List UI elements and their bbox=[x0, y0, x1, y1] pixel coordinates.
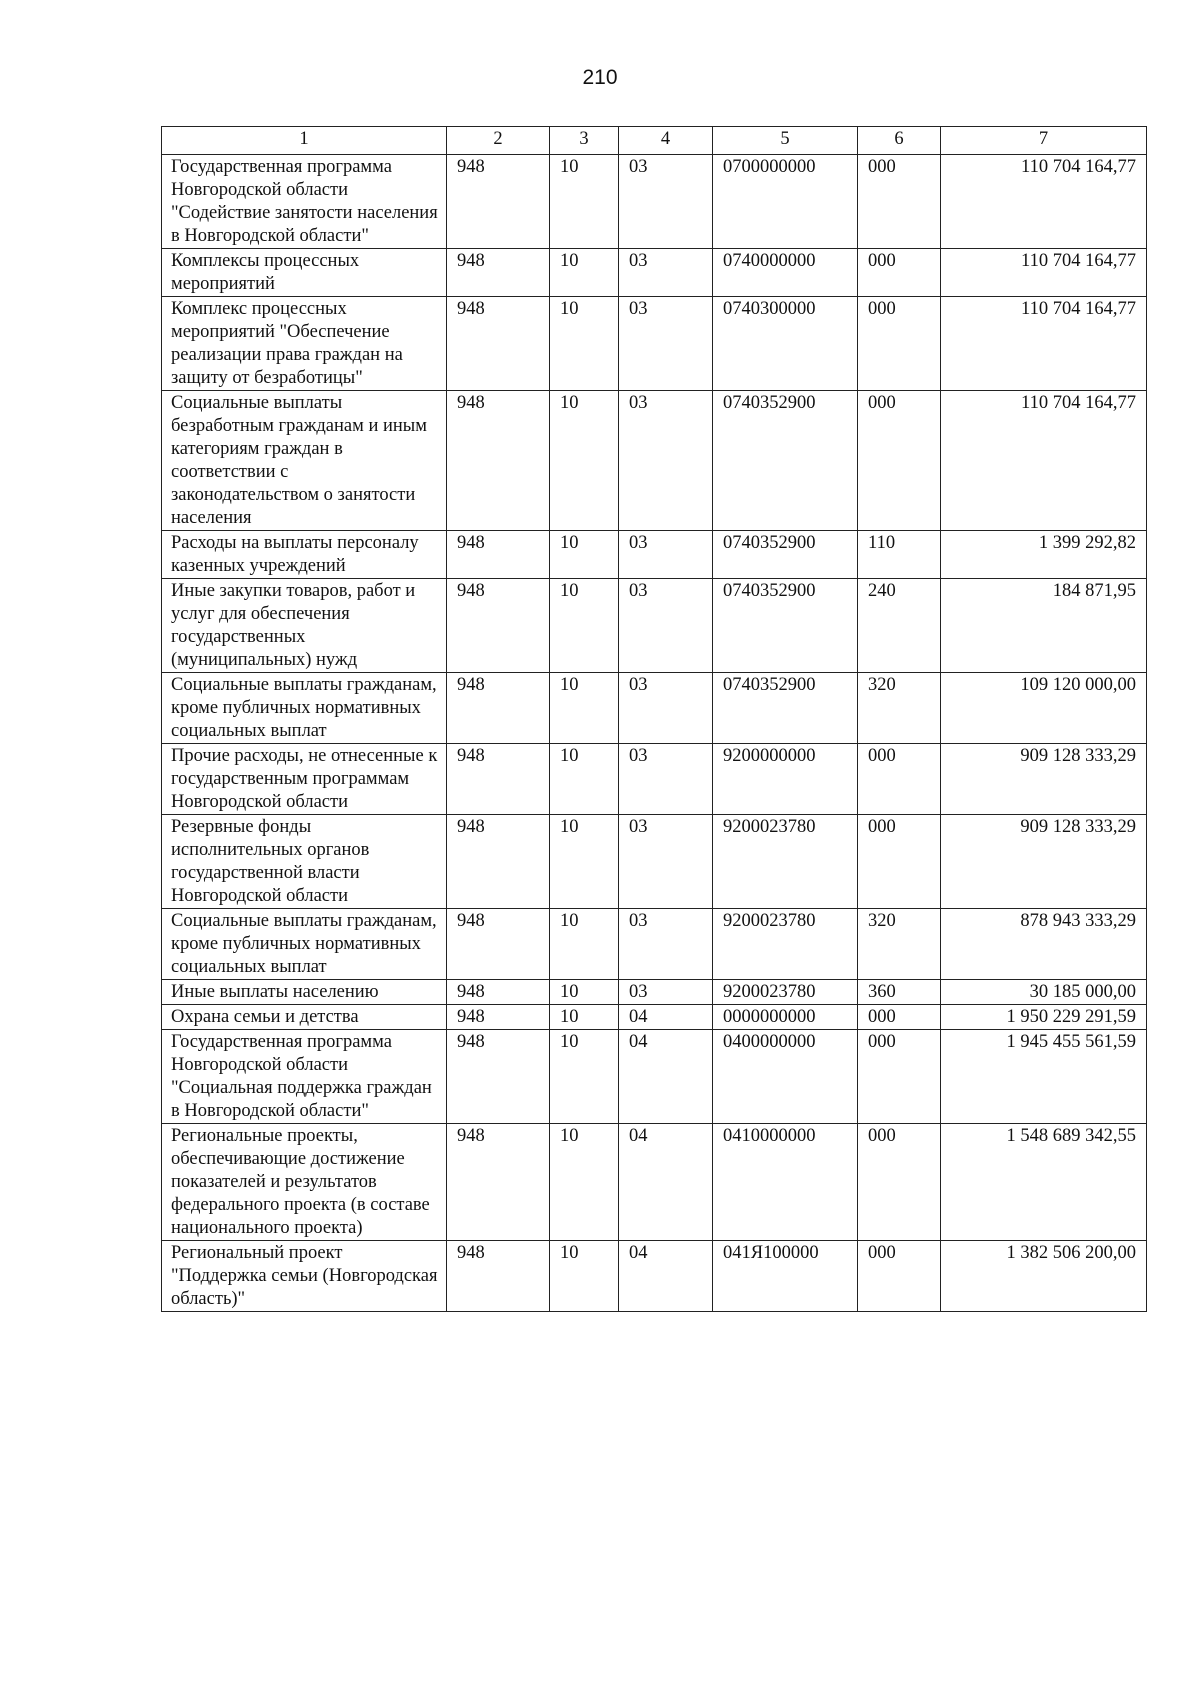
expense-type-cell: 000 bbox=[858, 1005, 941, 1030]
table-row bbox=[162, 1241, 1147, 1312]
ministry-code-cell: 948 bbox=[447, 391, 550, 531]
row-name-cell: Социальные выплаты гражданам, кроме публичных нормативных социальных выплат bbox=[162, 673, 447, 744]
table-row bbox=[162, 391, 1147, 531]
table-row bbox=[162, 815, 1147, 909]
row-name-cell: Расходы на выплаты персоналу казенных учреждений bbox=[162, 531, 447, 579]
subsection-code-cell: 03 bbox=[619, 297, 713, 391]
amount-cell: 184 871,95 bbox=[941, 579, 1147, 673]
expense-type-cell: 360 bbox=[858, 980, 941, 1005]
row-name-cell: Комплекс процессных мероприятий "Обеспечение реализации права граждан на защиту от безработицы" bbox=[162, 297, 447, 391]
ministry-code-cell: 948 bbox=[447, 815, 550, 909]
table-row bbox=[162, 531, 1147, 579]
ministry-code-cell: 948 bbox=[447, 1241, 550, 1312]
subsection-code-cell: 03 bbox=[619, 815, 713, 909]
table-row bbox=[162, 980, 1147, 1005]
table-row bbox=[162, 297, 1147, 391]
section-code-cell: 10 bbox=[550, 579, 619, 673]
ministry-code-cell: 948 bbox=[447, 1005, 550, 1030]
subsection-code-cell: 03 bbox=[619, 673, 713, 744]
table-header bbox=[162, 127, 1147, 155]
subsection-code-cell: 03 bbox=[619, 155, 713, 249]
row-name-cell: Прочие расходы, не отнесенные к государственным программам Новгородской области bbox=[162, 744, 447, 815]
row-name-cell: Охрана семьи и детства bbox=[162, 1005, 447, 1030]
column-header-7: 7 bbox=[941, 127, 1147, 155]
row-name-cell: Государственная программа Новгородской области "Социальная поддержка граждан в Новгородской области" bbox=[162, 1030, 447, 1124]
amount-cell: 110 704 164,77 bbox=[941, 249, 1147, 297]
target-article-cell: 0740000000 bbox=[713, 249, 858, 297]
expense-type-cell: 320 bbox=[858, 909, 941, 980]
budget-table bbox=[161, 126, 1147, 1312]
section-code-cell: 10 bbox=[550, 1241, 619, 1312]
ministry-code-cell: 948 bbox=[447, 744, 550, 815]
expense-type-cell: 000 bbox=[858, 815, 941, 909]
section-code-cell: 10 bbox=[550, 1030, 619, 1124]
expense-type-cell: 000 bbox=[858, 1241, 941, 1312]
column-header-2: 2 bbox=[447, 127, 550, 155]
ministry-code-cell: 948 bbox=[447, 1124, 550, 1241]
subsection-code-cell: 03 bbox=[619, 531, 713, 579]
page-number: 210 bbox=[582, 66, 618, 89]
expense-type-cell: 000 bbox=[858, 744, 941, 815]
ministry-code-cell: 948 bbox=[447, 155, 550, 249]
target-article-cell: 0740352900 bbox=[713, 673, 858, 744]
target-article-cell: 0740352900 bbox=[713, 391, 858, 531]
row-name-cell: Региональный проект "Поддержка семьи (Новгородская область)" bbox=[162, 1241, 447, 1312]
amount-cell: 110 704 164,77 bbox=[941, 391, 1147, 531]
section-code-cell: 10 bbox=[550, 909, 619, 980]
ministry-code-cell: 948 bbox=[447, 249, 550, 297]
table-row bbox=[162, 579, 1147, 673]
target-article-cell: 0410000000 bbox=[713, 1124, 858, 1241]
column-header-3: 3 bbox=[550, 127, 619, 155]
amount-cell: 1 950 229 291,59 bbox=[941, 1005, 1147, 1030]
amount-cell: 1 548 689 342,55 bbox=[941, 1124, 1147, 1241]
section-code-cell: 10 bbox=[550, 297, 619, 391]
amount-cell: 110 704 164,77 bbox=[941, 297, 1147, 391]
row-name-cell: Иные закупки товаров, работ и услуг для обеспечения государственных (муниципальных) нужд bbox=[162, 579, 447, 673]
column-header-6: 6 bbox=[858, 127, 941, 155]
amount-cell: 1 945 455 561,59 bbox=[941, 1030, 1147, 1124]
row-name-cell: Иные выплаты населению bbox=[162, 980, 447, 1005]
section-code-cell: 10 bbox=[550, 673, 619, 744]
expense-type-cell: 110 bbox=[858, 531, 941, 579]
expense-type-cell: 000 bbox=[858, 155, 941, 249]
table-row bbox=[162, 1030, 1147, 1124]
row-name-cell: Государственная программа Новгородской области "Содействие занятости населения в Новгородской области" bbox=[162, 155, 447, 249]
target-article-cell: 041Я100000 bbox=[713, 1241, 858, 1312]
amount-cell: 909 128 333,29 bbox=[941, 815, 1147, 909]
column-header-4: 4 bbox=[619, 127, 713, 155]
table-row bbox=[162, 1124, 1147, 1241]
section-code-cell: 10 bbox=[550, 391, 619, 531]
expense-type-cell: 000 bbox=[858, 249, 941, 297]
row-name-cell: Социальные выплаты гражданам, кроме публичных нормативных социальных выплат bbox=[162, 909, 447, 980]
target-article-cell: 0000000000 bbox=[713, 1005, 858, 1030]
subsection-code-cell: 03 bbox=[619, 744, 713, 815]
ministry-code-cell: 948 bbox=[447, 673, 550, 744]
expense-type-cell: 000 bbox=[858, 1124, 941, 1241]
amount-cell: 1 399 292,82 bbox=[941, 531, 1147, 579]
table-body bbox=[162, 155, 1147, 1312]
expense-type-cell: 000 bbox=[858, 1030, 941, 1124]
table-row bbox=[162, 1005, 1147, 1030]
amount-cell: 109 120 000,00 bbox=[941, 673, 1147, 744]
ministry-code-cell: 948 bbox=[447, 1030, 550, 1124]
section-code-cell: 10 bbox=[550, 1005, 619, 1030]
subsection-code-cell: 03 bbox=[619, 249, 713, 297]
expense-type-cell: 000 bbox=[858, 297, 941, 391]
subsection-code-cell: 03 bbox=[619, 579, 713, 673]
subsection-code-cell: 04 bbox=[619, 1124, 713, 1241]
subsection-code-cell: 04 bbox=[619, 1030, 713, 1124]
ministry-code-cell: 948 bbox=[447, 909, 550, 980]
target-article-cell: 0700000000 bbox=[713, 155, 858, 249]
row-name-cell: Региональные проекты, обеспечивающие достижение показателей и результатов федерального проекта (в составе национального проекта) bbox=[162, 1124, 447, 1241]
row-name-cell: Комплексы процессных мероприятий bbox=[162, 249, 447, 297]
header-row bbox=[162, 127, 1147, 155]
target-article-cell: 9200023780 bbox=[713, 980, 858, 1005]
section-code-cell: 10 bbox=[550, 1124, 619, 1241]
subsection-code-cell: 03 bbox=[619, 980, 713, 1005]
section-code-cell: 10 bbox=[550, 249, 619, 297]
section-code-cell: 10 bbox=[550, 744, 619, 815]
row-name-cell: Резервные фонды исполнительных органов государственной власти Новгородской области bbox=[162, 815, 447, 909]
table-row bbox=[162, 249, 1147, 297]
expense-type-cell: 240 bbox=[858, 579, 941, 673]
target-article-cell: 9200000000 bbox=[713, 744, 858, 815]
section-code-cell: 10 bbox=[550, 531, 619, 579]
target-article-cell: 9200023780 bbox=[713, 909, 858, 980]
subsection-code-cell: 04 bbox=[619, 1241, 713, 1312]
ministry-code-cell: 948 bbox=[447, 980, 550, 1005]
table-row bbox=[162, 744, 1147, 815]
target-article-cell: 0400000000 bbox=[713, 1030, 858, 1124]
expense-type-cell: 000 bbox=[858, 391, 941, 531]
section-code-cell: 10 bbox=[550, 155, 619, 249]
ministry-code-cell: 948 bbox=[447, 297, 550, 391]
section-code-cell: 10 bbox=[550, 980, 619, 1005]
amount-cell: 30 185 000,00 bbox=[941, 980, 1147, 1005]
column-header-5: 5 bbox=[713, 127, 858, 155]
subsection-code-cell: 04 bbox=[619, 1005, 713, 1030]
target-article-cell: 9200023780 bbox=[713, 815, 858, 909]
subsection-code-cell: 03 bbox=[619, 391, 713, 531]
ministry-code-cell: 948 bbox=[447, 579, 550, 673]
target-article-cell: 0740352900 bbox=[713, 531, 858, 579]
table-row bbox=[162, 155, 1147, 249]
subsection-code-cell: 03 bbox=[619, 909, 713, 980]
ministry-code-cell: 948 bbox=[447, 531, 550, 579]
target-article-cell: 0740300000 bbox=[713, 297, 858, 391]
section-code-cell: 10 bbox=[550, 815, 619, 909]
expense-type-cell: 320 bbox=[858, 673, 941, 744]
amount-cell: 1 382 506 200,00 bbox=[941, 1241, 1147, 1312]
target-article-cell: 0740352900 bbox=[713, 579, 858, 673]
amount-cell: 878 943 333,29 bbox=[941, 909, 1147, 980]
amount-cell: 110 704 164,77 bbox=[941, 155, 1147, 249]
table-row bbox=[162, 673, 1147, 744]
column-header-1: 1 bbox=[162, 127, 447, 155]
row-name-cell: Социальные выплаты безработным гражданам и иным категориям граждан в соответствии с законодательством о занятости населения bbox=[162, 391, 447, 531]
table-row bbox=[162, 909, 1147, 980]
amount-cell: 909 128 333,29 bbox=[941, 744, 1147, 815]
